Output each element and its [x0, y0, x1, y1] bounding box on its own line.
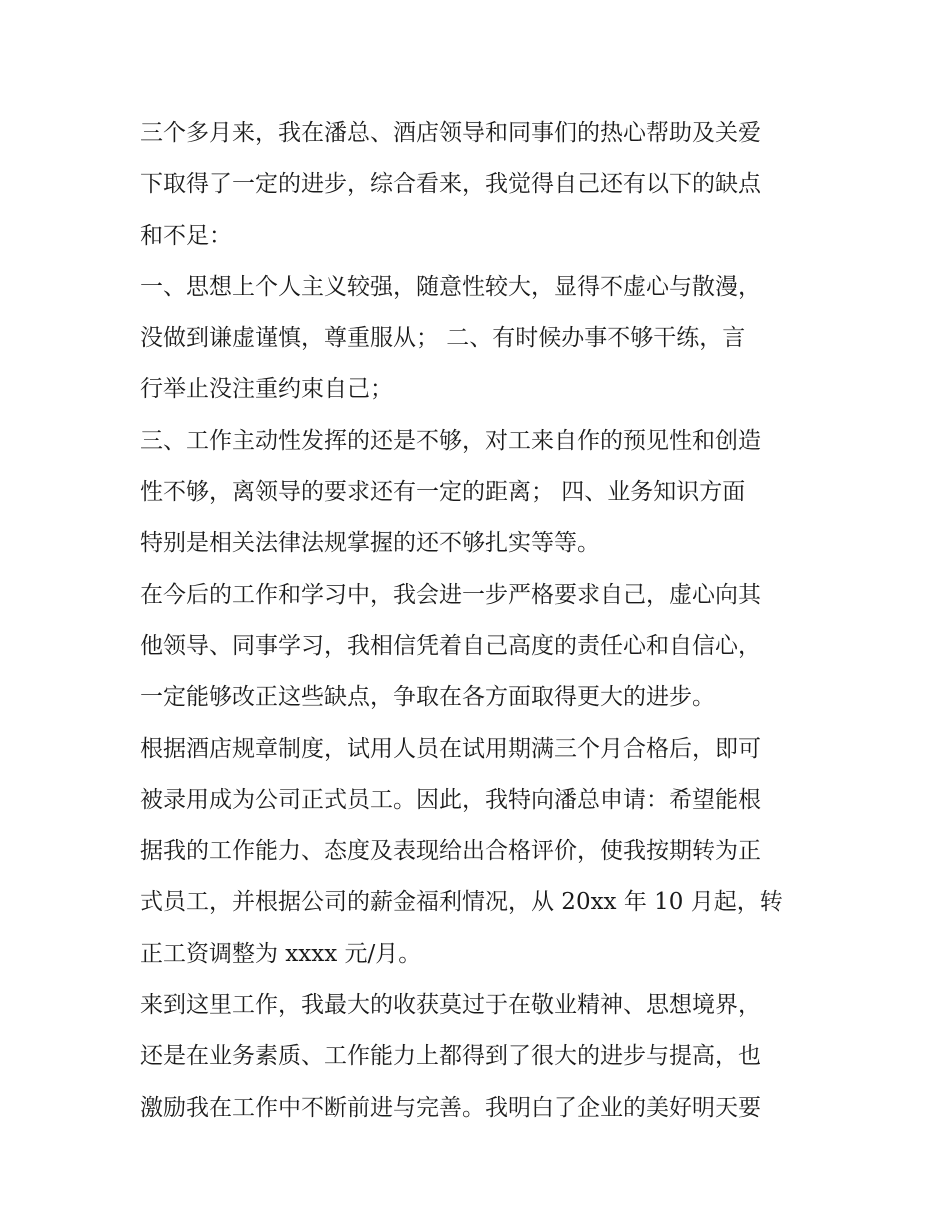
text-line: 性不够，离领导的要求还有一定的距离； 四、业务知识方面	[140, 479, 746, 506]
paragraph-gains	[140, 980, 820, 1134]
text-line: 在今后的工作和学习中，我会进一步严格要求自己，虚心向其	[140, 581, 761, 608]
text-line: 还是在业务素质、工作能力上都得到了很大的进步与提高，也	[140, 1043, 761, 1070]
paragraph-shortcoming-3-4	[140, 416, 820, 570]
text-line: 特别是相关法律法规掌握的还不够扎实等等。	[140, 530, 600, 557]
text-line: 来到这里工作，我最大的收获莫过于在敬业精神、思想境界，	[140, 992, 761, 1019]
document-body	[140, 108, 820, 1134]
text-line: 据我的工作能力、态度及表现给出合格评价，使我按期转为正	[140, 838, 761, 865]
text-line: 行举止没注重约束自己；	[140, 376, 393, 403]
text-line: 和不足：	[140, 222, 232, 249]
paragraph-intro	[140, 108, 820, 262]
text-line: 他领导、同事学习，我相信凭着自己高度的责任心和自信心，	[140, 632, 761, 659]
text-line: 一、思想上个人主义较强，随意性较大，显得不虚心与散漫，	[140, 273, 761, 300]
text-line: 三个多月来，我在潘总、酒店领导和同事们的热心帮助及关爱	[140, 120, 761, 146]
text-line: 正工资调整为 xxxx 元/月。	[140, 940, 422, 967]
text-line: 式员工，并根据公司的薪金福利情况，从 20xx 年 10 月起，转	[140, 889, 783, 916]
text-line: 激励我在工作中不断前进与完善。我明白了企业的美好明天要	[140, 1094, 761, 1121]
paragraph-future-plan	[140, 570, 820, 724]
text-line: 下取得了一定的进步，综合看来，我觉得自己还有以下的缺点	[140, 171, 761, 198]
text-line: 没做到谦虚谨慎，尊重服从； 二、有时候办事不够干练，言	[140, 325, 746, 352]
text-line: 根据酒店规章制度，试用人员在试用期满三个月合格后，即可	[140, 735, 761, 762]
text-line: 三、工作主动性发挥的还是不够，对工来自作的预见性和创造	[140, 427, 761, 454]
paragraph-shortcoming-1-2	[140, 262, 820, 416]
text-line: 被录用成为公司正式员工。因此，我特向潘总申请：希望能根	[140, 786, 761, 813]
text-line: 一定能够改正这些缺点，争取在各方面取得更大的进步。	[140, 684, 715, 711]
paragraph-application	[140, 724, 820, 980]
